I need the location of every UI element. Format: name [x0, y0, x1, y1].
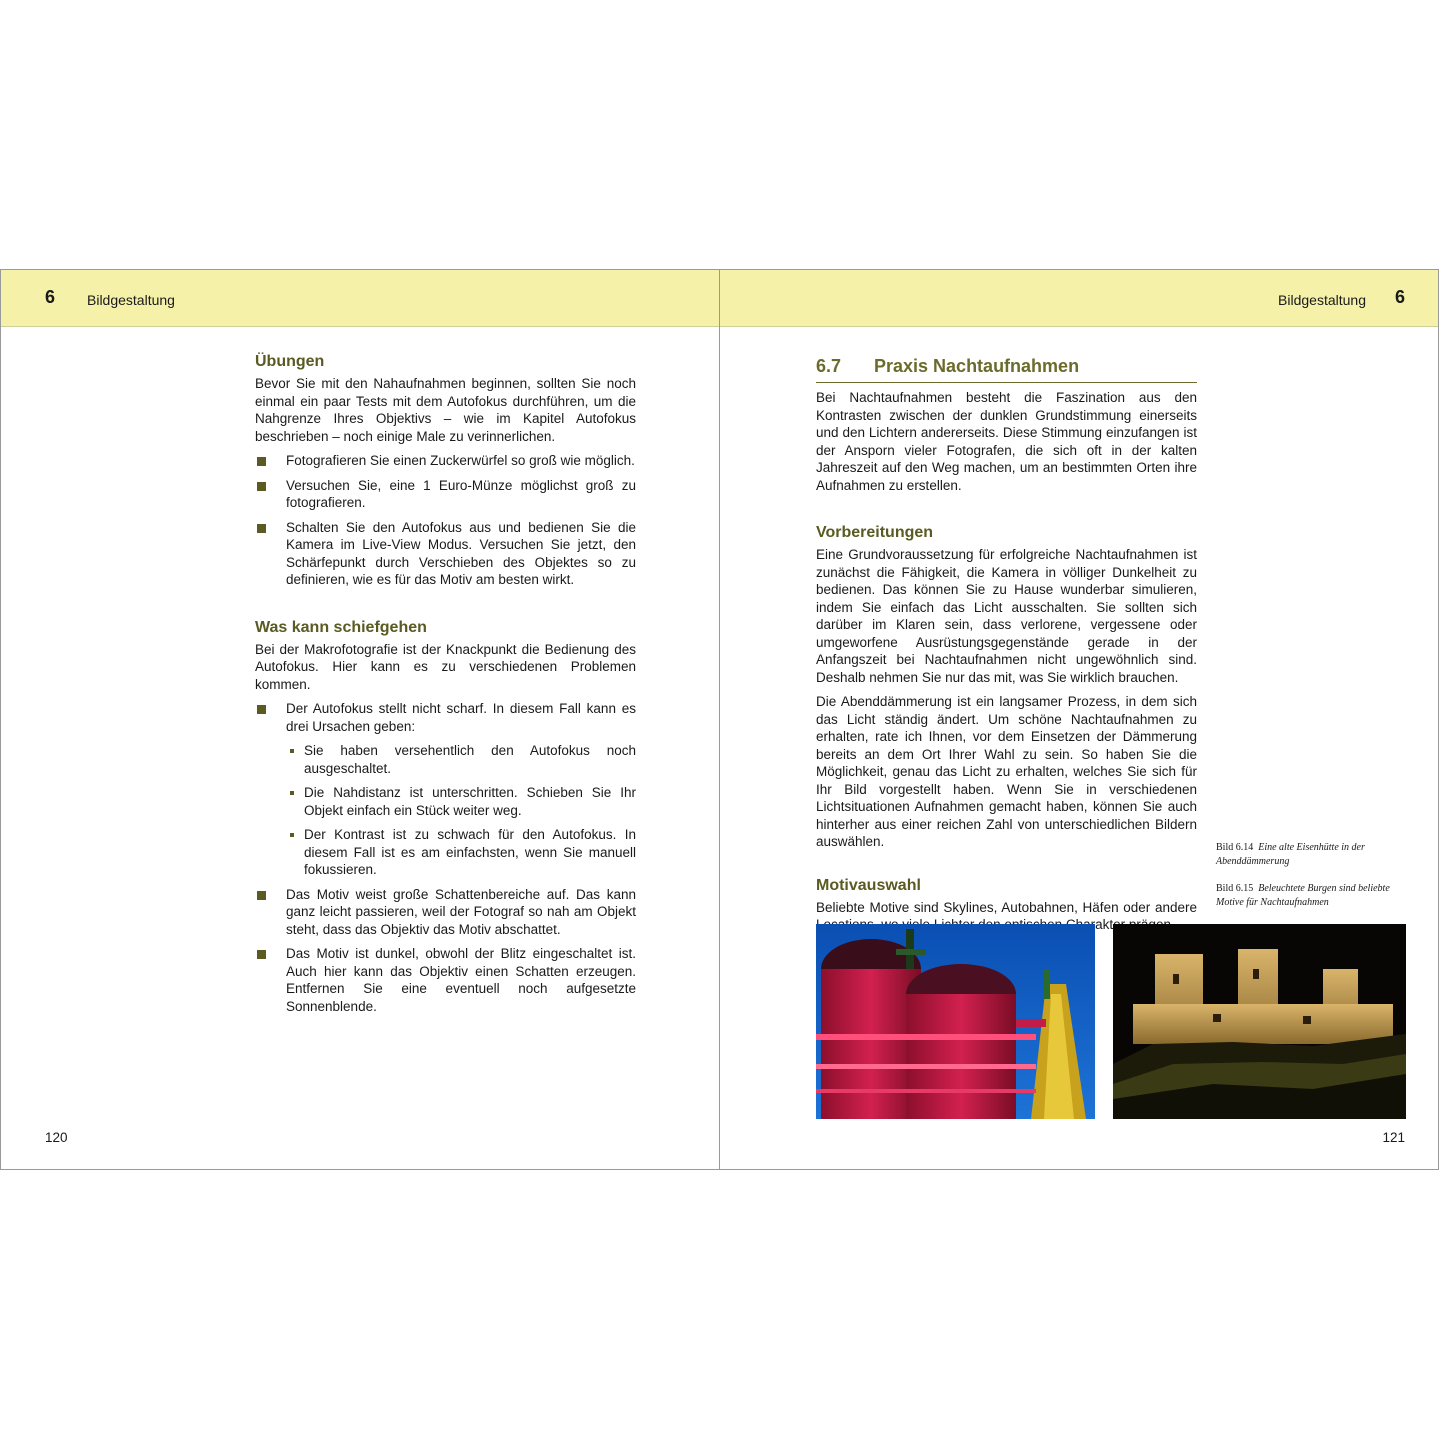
- sublist-item: Die Nahdistanz ist unterschritten. Schieben Sie Ihr Objekt einfach ein Stück weiter weg.: [286, 784, 636, 819]
- left-text-column: [255, 352, 636, 1022]
- paragraph: Bei Nachtaufnahmen besteht die Faszination aus den Kontrasten zwischen der dunklen Grundstimmung einerseits und den Lichtern andererseits. Diese Stimmung einzufangen ist der Ansporn vieler Fotografen, die sich oft in der kalten Jahreszeit auf den Weg machen, um an bestimmten Orten ihre Aufnahmen zu erstellen.: [816, 390, 1197, 493]
- small-bullet-icon: [290, 791, 294, 795]
- list-item: Der Autofokus stellt nicht scharf. In diesem Fall kann es drei Ursachen geben: Sie haben versehentlich den Autofokus noch ausgeschaltet. Die Nahdistanz ist unterschritten. Schieben Sie Ihr Objekt einfach ein Stück weiter weg. Der Kontrast ist zu schwach für den Autofokus. In diesem Fall ist es am einfachsten, wenn Sie manuell fokussieren.: [255, 700, 636, 879]
- ironworks-image: [816, 924, 1095, 1119]
- list-item: Fotografieren Sie einen Zuckerwürfel so groß wie möglich.: [255, 452, 636, 470]
- chapter-title: Bildgestaltung: [87, 292, 175, 308]
- right-text-column: [816, 355, 1197, 941]
- small-bullet-icon: [290, 749, 294, 753]
- paragraph: Bevor Sie mit den Nahaufnahmen beginnen, sollten Sie noch einmal ein paar Tests mit dem Autofokus durchführen, um die Nahgrenze Ihres Objektivs – wie im Kapitel Autofokus beschrieben – noch einige Male zu verinnerlichen.: [255, 376, 636, 444]
- list-item: Das Motiv ist dunkel, obwohl der Blitz eingeschaltet ist. Auch hier kann das Objektiv einen Schatten erzeugen. Entfernen Sie eine eventuell noch aufgesetzte Sonnenblende.: [255, 945, 636, 1015]
- page-number: 121: [1382, 1130, 1405, 1145]
- chapter-title: Bildgestaltung: [1278, 292, 1366, 308]
- heading-uebungen: Übungen: [255, 353, 325, 370]
- right-page: [720, 270, 1438, 1169]
- heading-schiefgehen: Was kann schiefgehen: [255, 618, 427, 636]
- exercise-list: [255, 452, 636, 589]
- ironworks-photo: [816, 924, 1095, 1119]
- chapter-header-band: [720, 270, 1438, 327]
- figure-caption: Bild 6.14 Eine alte Eisenhütte in der Abenddämmerung: [1216, 842, 1365, 867]
- list-item: Das Motiv weist große Schattenbereiche auf. Das kann ganz leicht passieren, weil der Fotograf so nah am Objekt steht, dass das Objektiv das Motiv abschattet.: [255, 886, 636, 939]
- square-bullet-icon: [257, 950, 266, 959]
- paragraph: Bei der Makrofotografie ist der Knackpunkt die Bedienung des Autofokus. Hier kann es zu verschiedenen Problemen kommen.: [255, 641, 636, 692]
- figure-caption: Bild 6.15 Beleuchtete Burgen sind beliebte Motive für Nachtaufnahmen: [1216, 883, 1390, 908]
- list-item: Versuchen Sie, eine 1 Euro-Münze möglichst groß zu fotografieren.: [255, 477, 636, 512]
- heading-vorbereitungen: Vorbereitungen: [816, 524, 934, 541]
- chapter-number: 6: [1394, 287, 1405, 307]
- page-number: 120: [45, 1130, 68, 1145]
- chapter-header-band: [1, 270, 719, 327]
- small-bullet-icon: [290, 833, 294, 837]
- list-item: Schalten Sie den Autofokus aus und bedienen Sie die Kamera im Live-View Modus. Versuchen Sie jetzt, den Schärfepunkt durch Verschieben des Objektes so zu definieren, wie es für das Motiv am besten wirkt.: [255, 519, 636, 589]
- square-bullet-icon: [257, 482, 266, 491]
- paragraph: Die Abenddämmerung ist ein langsamer Prozess, in dem sich das Licht ständig ändert. Um schöne Nachtaufnahmen zu erhalten, rate ich Ihnen, vor dem Einsetzen der Dämmerung bereits an dem Ort Ihrer Wahl zu sein. So haben Sie die Möglichkeit, genau das Licht zu erhalten, welches Sie sich für Ihr Bild vorgestellt haben. Wenn Sie in verschiedenen Lichtsituationen Aufnahmen gemacht haben, können Sie auch hinterher aus einer reichen Zahl von unterschiedlichen Bildern auswählen.: [816, 694, 1197, 849]
- section-number: 6.7: [816, 356, 842, 376]
- book-spread: [0, 269, 1439, 1170]
- castle-photo: [1113, 924, 1406, 1119]
- heading-motivauswahl: Motivauswahl: [816, 876, 921, 894]
- cause-sublist: [286, 742, 636, 879]
- section-heading: [816, 355, 1197, 383]
- paragraph: Beliebte Motive sind Skylines, Autobahnen, Häfen oder andere Charakter: [816, 899, 1197, 932]
- square-bullet-icon: [257, 705, 266, 714]
- paragraph: Eine Grundvoraussetzung für erfolgreiche Nachtaufnahmen ist zunächst die Fähigkeit, die Kamera in völliger Dunkelheit zu bedienen. Das können Sie zu Hause wunderbar simulieren, indem Sie einfach das Licht ausschalten. Sie sollten sich darüber im Klaren sein, dass verlorene, vergessene oder umgeworfene Ausrüstungsgegenstände gerade in der Anfangszeit bei Nachtaufnahmen nicht ungewöhnlich sind. Deshalb nehmen Sie nur das mit, was Sie wirklich brauchen.: [816, 547, 1197, 685]
- left-page: [1, 270, 720, 1169]
- sublist-item: Sie haben versehentlich den Autofokus noch ausgeschaltet.: [286, 742, 636, 777]
- square-bullet-icon: [257, 457, 266, 466]
- problem-list: [255, 700, 636, 1015]
- section-title: Praxis Nachtaufnahmen: [874, 356, 1080, 376]
- square-bullet-icon: [257, 891, 266, 900]
- chapter-number: 6: [45, 287, 56, 307]
- castle-image: [1113, 924, 1406, 1119]
- sublist-item: Der Kontrast ist zu schwach für den Autofokus. In diesem Fall ist es am einfachsten, wenn Sie manuell fokussieren.: [286, 826, 636, 879]
- square-bullet-icon: [257, 524, 266, 533]
